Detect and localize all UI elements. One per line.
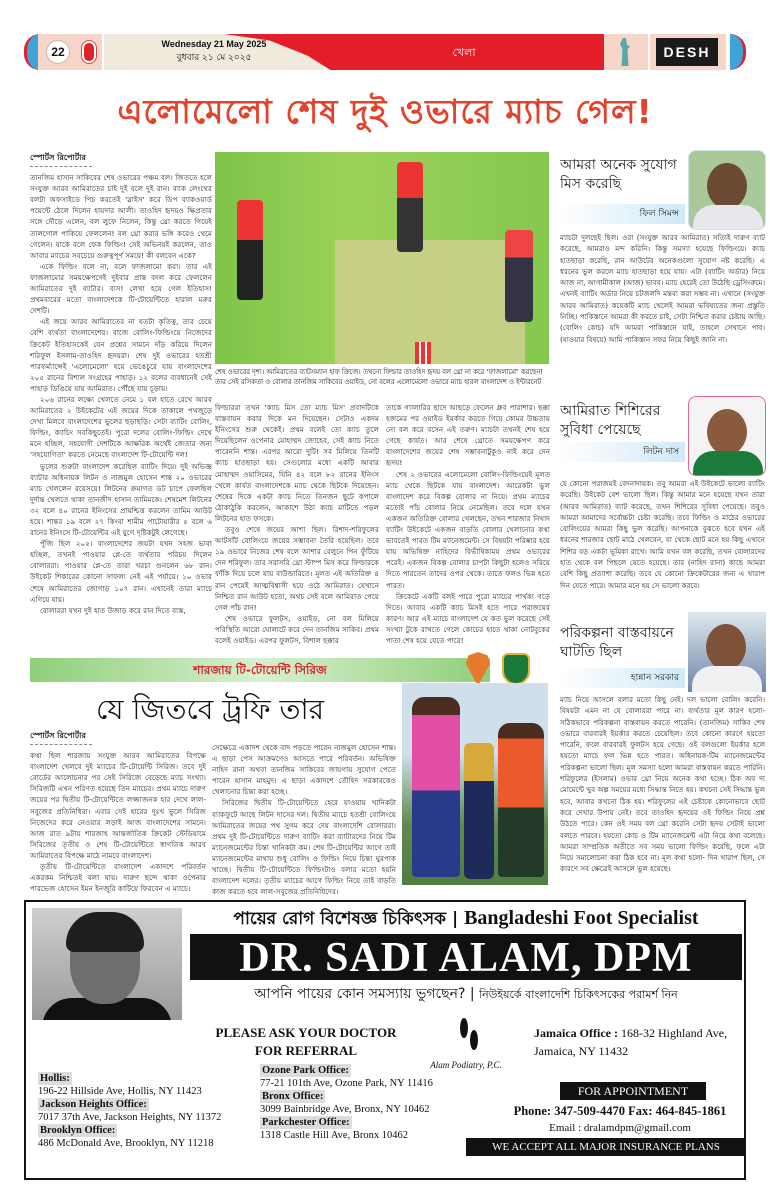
paragraph: পুঁজি ছিল ২০৫। বাংলাদেশের জয়টা যখন সহজ ভাবা হচ্ছিল, তখনই পাওয়ার প্লে-তে ব্যর্থতার পরিচয় দিলেন বোলাররা। পাওয়ার প্লে-তে তারা খরচা গুনলেন ৬৮ রান। উইকেট শিকারের কোনো সাফল্য নেই এই পর্যায়ে। ১০ ওভার শেষে আমিরাতের জোগাড় ১০৭ রান। এখানেই তারা ম্যাচে এগিয়ে যায়। xyxy=(30,539,212,604)
paragraph: সিরিজের দ্বিতীয় টি-টোয়েন্টিতে হেরে যাওয়ায় খানিকটা ব্যাকফুটে আছে লিটন দাসের দল। দ্বিতীয় ম্যাচে হতশ্রী বোলিংয়ে আমিরাতের জয়ের পথ সুগম করে দেয় বাংলাদেশি বোলাররা। প্রথম দুই টি-টোয়েন্টিতে দারুণ ব্যাটিং করা ব্যাটারদের নিয়ে টিম ম্যানেজমেন্টের চিন্তা খানিকটা কম। শেষ টি-টোয়েন্টির আগে তাই ম্যানেজমেন্টের মাথায় শুধু বোলিং ও ফিল্ডিং নিয়ে চিন্তা ঘুরপাক খাচ্ছে। দ্বিতীয় টি-টোয়েন্টিতে ফিল্ডিংটাও বলার মতো হয়নি বাংলাদেশ দলের। তৃতীয় ম্যাচের আগে ফিল্ডিং নিয়ে তাই বাড়তি কাজ করতে হবে লাল-সবুজের প্রতিনিধিদের। xyxy=(212,798,396,897)
jamaica-office: Jamaica Office : 168-32 Highland Ave, Jamaica, NY 11432 xyxy=(534,1026,728,1058)
paragraph: বোলাররা যখন দুই হাত উজাড় করে রান দিতে ব্যস্ত, xyxy=(40,605,186,615)
page-number: 22 xyxy=(46,40,70,64)
paragraph: কথা ছিল শারজায় সংযুক্ত আরব আমিরাতের বিপক্ষে বাংলাদেশ খেলবে দুই ম্যাচের টি-টোয়েন্টি সিরিজ। তবে দুই বোর্ডের আলোচনার পর সেই সিরিজে বেড়েছে ম্যাচ সংখ্যা। সিরিজটি এখন পরিণত হয়েছে তিন ম্যাচের। প্রথম ম্যাচে দারুণ জয়ের পর দ্বিতীয় টি-টোয়েন্টিতে লজ্জাজনক হার দেখে লাল-সবুজের প্রতিনিধিরা। এবার সেই হারের দুঃখ ভুলে সিরিজ নিজেদের করে নেওয়ার লড়াই আজ বাংলাদেশের সামনে। আজ রাত ৯টায় শারজাহ আন্তর্জাতিক ক্রিকেট স্টেডিয়ামে সিরিজের তৃতীয় ও শেষ টি-টোয়েন্টিতে স্বাগতিক আরব আমিরাতের বিপক্ষে মাঠে নামবে বাংলাদেশ। xyxy=(30,751,206,860)
runner-94 xyxy=(505,230,533,322)
match-photo xyxy=(215,152,549,364)
paragraph: ক্রিকেটে একটি বলই পারে পুরো ম্যাচের পার্থক্য গড়ে দিতে। আবার একটি ক্যাচ মিসই হতে পারে পরাজয়ের কারণ। আর এই ম্যাচে বাংলাদেশ যে কত ভুল করেছে সেই সংখ্যা টুকে রাখতে গেলে কোচের হাতে থাকা নোটবুকের পাতা শেষ হয়ে যেতে পারে! xyxy=(386,591,550,645)
batsman xyxy=(397,162,423,252)
quote-text: ম্যাচ নিয়ে আসলে বলার মতো কিছু নেই। দল ভালো বোলিং করেনি। বিষয়টা এমন না যে বোলাররা পারে না। ব্যর্থতার মূল কারণ হলো- সঠিকভাবে পরিকল্পনা বাস্তবায়ন করতে পারেনি। (তানজিম) সাকিব শেষ ওভারে বারবারই ইয়র্কার করতে চেয়েছিল। তবে কোনো কারণে হয়তো পারেনি, ফলে বারবারই ফুলটস হয়ে গেছে। ওই বলগুলো ইয়র্কার হলে হয়তো ম্যাচে ফল ভিন্ন হতে পারত। অধিনায়ক-টিম ম্যানেজমেন্টের পরিকল্পনা ভালো ছিল। মূল সমস্যা হলো আমরা বাস্তবায়ন করতে পারিনি। শরিফুলের (ইসলাম) ওভার থ্রো নিয়ে অনেক কথা হচ্ছে। ঠিক অব দ্য মোমেন্টে খুব অল্প সময়ের মধ্যে সিদ্ধান্ত নিতে হয়। কখনো সেই সিদ্ধান্ত ভুল হবে, আবার কখনো ঠিক হয়। শরিফুলের এই চেষ্টাকে কোনোভাবে ছোট করে দেখার উপায় নেই। তবে তাওহিদ হৃদয়ের ওই ফিল্ডিং নিয়ে প্রশ্ন উঠতে পারে। কেন ওই সময় বল থ্রো করেনি সেটা হৃদয় সেটাই ভালো বলতে পারবে। হয়তো কোচ ও টিম ম্যানেজমেন্ট এটা নিয়ে কথা বলেছে। আমরা সাম্প্রতিক অতীতে সব সময় ভালো ফিল্ডিং করেছি, ফলে এটা নিয়ে সমালোচনা করা ঠিক হবে না। মূল কথা হলো- দিন খারাপ ছিল, সে কারণে সব ক্ষেত্রেই আসলে ভুল হয়েছে। xyxy=(560,695,765,874)
quote-box-hannan-sarkar xyxy=(560,612,765,892)
paragraph: তৃতীয় টি-টোয়েন্টিতে বাংলাদেশ একাদশে পরিবর্তন একরকম নিশ্চিতই বলা যায়। দারুণ ছন্দে থাকা ওপেনার পারভেজ হোসেন ইমন ইনজুরি কাটিয়ে ফিরবেন এ ম্যাচে। xyxy=(30,862,206,894)
statue-of-liberty-icon xyxy=(604,34,648,70)
email: Email : dralamdpm@gmail.com xyxy=(549,1122,691,1134)
office-label: Parkchester Office: xyxy=(262,1117,350,1128)
bcb-logo xyxy=(502,653,530,685)
office-label: Jackson Heights Office: xyxy=(40,1099,147,1110)
main-story-column-2 xyxy=(215,402,379,646)
paragraph: তাকে গ্যালারির ছাদে আছড়ে ফেলেন ধ্রুব পারাশার। ছক্কা হজমের পর ওয়াইড ইয়র্কার করতে গিয়ে কোমর উচ্চতায় নো বল করে বসেন এই তরুণ। ম্যাচটা তখনই শেষ হয়ে গেছে কার্যত। আর শেষে থ্রোতে সময়ক্ষেপণ করে বাংলাদেশের জয়ের শেষ সম্ভাবনাটুকুও নাই করে দেন হৃদয়! xyxy=(386,403,550,468)
series-column-2 xyxy=(212,742,396,897)
main-story-column-1 xyxy=(30,152,212,616)
clinic-logo-text: Alam Podiatry, P.C. xyxy=(430,1060,502,1070)
doctor-name: DR. SADI ALAM, DPM xyxy=(190,934,742,980)
footprints-icon xyxy=(454,1016,484,1056)
quote-speaker: হান্নান সরকার xyxy=(560,668,685,688)
paragraph: তবুও শেষে জয়ের আশা ছিল। রিশাদ-শরিফুলের আটসাঁট বোলিংয়ে জয়ের সম্ভাবনা তৈরি হয়েছিল। তবে ১৯ ওভারে নিজের শেষ বলে আশার বেলুনে পিন ফুঁটিয়ে দেন শরিফুল। তার সরাসরি থ্রো স্টাম্প মিস করে ফিল্ডারকে ফাঁকি দিয়ে চলে যায় বাউন্ডারিতে। মূলত এই অতিরিক্ত ৪ রান পেয়েই আত্মবিশ্বাসী হয়ে ওঠে আমিরাত। যেখানে নিশ্চিত রান আউট হতো, অথচ সেই বলে আমিরাত পেয়ে গেল পাঁচ রান! xyxy=(215,525,379,612)
newspaper-logo: DESH xyxy=(650,34,726,70)
byline: স্পোর্টস রিপোর্টার xyxy=(30,730,92,745)
appointment-label: FOR APPOINTMENT xyxy=(560,1082,706,1100)
office-address: 7017 37th Ave, Jackson Heights, NY 11372 xyxy=(38,1112,222,1123)
ad-tagline: আপনি পায়ের কোন সমস্যায় ভুগছেন? | নিউইয়র্কে বাংলাদেশি চিকিৎসকের পরামর্শ নিন xyxy=(254,986,678,1002)
trophy-photo xyxy=(402,683,548,885)
date-bengali: বুধবার ২১ মে ২০২৫ xyxy=(176,53,252,63)
office-label: Hollis: xyxy=(40,1073,70,1084)
byline: স্পোর্টস রিপোর্টার xyxy=(30,152,92,167)
quote-title: আমিরাত শিশিরের সুবিধা পেয়েছে xyxy=(560,403,661,438)
paragraph: শেষ ২ ওভারের এলোমেলো বোলিং-ফিল্ডিংয়েই মূলত ম্যাচ থেকে ছিটকে যায় বাংলাদেশ। আরেকটা ভুল বাংলাদেশ করে বিকল্প বোলার না নিয়ে। প্রথম ম্যাচের মতোই পাঁচ বোলার নিয়ে নেমেছিল। তবে দলে যখন একজন অতিরিক্ত বোলার খেলছেন, তখন শারজার নিখাদ ব্যাটিং উইকেটে একজন বাড়তি বোলার খেলানোর কথা ভাবতেই পারত টিম ম্যানেজমেন্ট। সে বিষয়টা পরিষ্কার হয়ে যায় অভিষিক্ত নাহিদের বিভীষিকাময় প্রথম ওভারের পরেই। একজন বিকল্প বোলার চাপটা কিছুটা হলেও সরিয়ে দিতে পারতেন তাদের ওপর থেকে। তাতে ফলও ভিন্ন হতে পারত। xyxy=(386,469,550,590)
main-headline: এলোমেলো শেষ দুই ওভারে ম্যাচ গেল! xyxy=(117,92,653,131)
quote-title: পরিকল্পনা বাস্তবায়নে ঘাটতি ছিল xyxy=(560,625,674,660)
header-cap-right xyxy=(730,34,746,70)
paragraph: ভুলের শুরুটা বাংলাদেশ করেছিল ব্যাটিং দিয়ে। দুই অভিজ্ঞ ব্যাটার অধিনায়ক লিটন ও নাজমুল হোসেন শান্ত ২০ ওভারের ম্যাচ খেললেন রয়েসয়ে! লিটনের ক্রমাগত ডট চাপে ফেলছিল দুর্দান্ত খেলতে থাকা তানজীদ হাসান তামিমকে। শেষমেশ লিটনের ৩২ বলে ৪০ রানের ইনিংসের প্রায়শ্চিত্ত করলেন তামিম আউট হয়ে। শান্তর ১৯ বলে ২৭ কিংবা শামীম পাটোয়ারীর ৫ বলে ৬ রানের ইনিংসে টি-টোয়েন্টির এই যুগে দৃষ্টিকটুই লেগেছে। xyxy=(30,461,212,538)
page-header xyxy=(24,34,746,70)
quote-text: যে কোনো পরাজয়ই বেদনাদায়ক। তবু আমরা এই উইকেটে ভালো ব্যাটিং করেছি। উইকেট বেশ ভালো ছিল। কিন্তু আমার মনে হয়েছে যখন তারা (আরব আমিরাত) ব্যাট করেছে, তখন শিশিরের সুবিধা পেয়েছে। তবুও আমরা আমাদের সর্বোচ্চটা চেষ্টা করেছি। তবে ফিল্ডিং ও মাঠের ওভারের বোলিংয়ের আমরা কিছু ভুল করেছি। আপনাকে বুঝতে হবে যখন এই ধরনের শারজার ছোট মাঠে খেলবেন, যা থেকে ছোট মনে হয় কিছু এখানে শিশির বড় একটা ভূমিকা রাখে। আমি যখন বল করেছি, তখন বোলারদের হাত থেকে বল পিছলে যেতে হয়েছে। তার (নাহিদ রানা) কাছে আমরা বেশি কিছু প্রত্যাশা করেছি। তবে যে কোনো ক্রিকেটারের জন্য এ খারাপ দিন যেতে পারে। আমার মনে হয় সে ভালো করবে। xyxy=(560,479,765,590)
series-headline: যে জিতবে ট্রফি তার xyxy=(96,693,324,726)
section-title: খেলা xyxy=(452,46,476,59)
photo-caption: শেষ ওভারের দৃশ্য। আমিরাতের ব্যাটসম্যান হাফ ক্রিজে। তখনো ফিল্ডার তাওহিদ হৃদয় বল থ্রো না করে 'ফাজলামো' করছেন! তার সেই রসিকতা ও বোলার তানজিম সাকিবের ওয়াইড, নো বলের এলোমেলো ওভারে ম্যাচ হারল বাংলাদেশ ও ইন্টারনেট xyxy=(215,368,544,386)
paragraph: একে ফিল্ডিং বলে না, বলে ফাজলামো করা। তার এই ফাজলামোর সময়ক্ষেপণেই দুইবার প্রান্ত বদল করে ফেললেন আমিরাতের দুই ব্যাটার। ব্যস! লেখা হয়ে গেল ইতিহাস! প্রথমবারের মতো বাংলাদেশকে টি-টোয়েন্টিতে হারাল মরুর দেশটি। xyxy=(30,261,212,316)
phone-fax: Phone: 347-509-4470 Fax: 464-845-1861 xyxy=(513,1104,727,1118)
speaker-photo xyxy=(688,612,766,692)
quote-box-liton-das xyxy=(560,400,765,610)
office-label: Brooklyn Office: xyxy=(40,1125,116,1136)
doctor-photo xyxy=(32,908,182,1020)
speaker-photo xyxy=(688,396,766,476)
bangladesh-captain xyxy=(498,723,544,877)
stumps xyxy=(415,342,431,364)
insurance-banner: WE ACCEPT ALL MAJOR INSURANCE PLANS xyxy=(466,1138,746,1156)
series-column-1 xyxy=(30,730,206,894)
paragraph: তানজিম হাসান সাকিবের শেষ ওভারের পঞ্চম বল। জিততে হলে সংযুক্ত আরব আমিরাতের চাই দুই বলে দুই রান। ব্যাক লেংথের বলটা অফসাইডে পিচ করতেই 'স্লাইস' করে ডিপ ব্যাকওয়ার্ড পয়েন্টে ঠেলে দিলেন হায়দার আলী। তাওহিদ হৃদয়ও ক্ষিপ্রতার সঙ্গে দৌড়ে এলেন, বল লুফে নিলেন, কিন্তু থ্রো করতে গিয়েই তালগোল পাকিয়ে ফেললেন! বল থ্রো করার ভঙ্গি করেও থেমে গেলেন। যাকে বলে ফেক ফিল্ডিং! সেই অভিনয়ই করলেন, তাও আবার ম্যাচের সবচেয়ে গুরুত্বপূর্ণ সময়ে! কী বলবেন একে? xyxy=(30,173,212,260)
quote-text: ম্যাচটা দুলছেই ছিল। ওরা (সংযুক্ত আরব আমিরাত) সত্যিই দারুণ ব্যাট করেছে, আমরাও মন্দ করিনি। কিন্তু সমস্যা হয়েছে ফিল্ডিংয়ে। ক্যাচ হাতছাড়া করেছি, রান আউটের অনেকগুলো সুযোগ নষ্ট করেছি। এ ধরনের ভুল করলে ম্যাচ হাতছাড়া হয়ে যায়। এটা (ব্যাটিং অর্ডার) নিয়ে আজ না, আগামীকাল (আজ) ভাবব। ম্যাচ হেরেই তো উঠেছি ড্রেসিংরুমে। এখনই ব্যাটিং অর্ডার নিয়ে চটজলদি মন্তব্য করা সম্ভব না। এখানে (সংযুক্ত আরব আমিরাত) কয়েকটি ম্যাচ খেলেই আমরা ভবিষ্যতের জন্য প্রস্তুতি নিচ্ছি। পাকিস্তানে আমরা কী করতে চাই, সেটা নিশ্চিত করার চেষ্টায় আছি। (বোলিং কোচ) যদি আমরা পাকিস্তানে যাই, তাহলে সেখানে পাব। (যাওয়ার বিষয়ে) আমি পাকিস্তান সফর নিয়ে কিছুই জানি না। xyxy=(560,233,765,344)
office-address: 486 McDonald Ave, Brooklyn, NY 11218 xyxy=(38,1138,214,1149)
cricket-ball-icon xyxy=(82,41,96,63)
paragraph: সেক্ষেত্রে একাদশ থেকে বাদ পড়তে পারেন নাজমুল হোসেন শান্ত। এ ছাড়া পেস আক্রমণেও আসতে পারে পরিবর্তন। অভিষিক্ত নাহিদ রানা অথবা তানজিম সাকিবের জায়গায় সুযোগ পেতে পারেন হাসান মাহমুদ। এ ছাড়া একাদশে তৌহিদ সরকারকেও খেলানোর চিন্তা করা হচ্ছে। xyxy=(212,743,396,797)
office-address: 3099 Bainbridge Ave, Bronx, NY 10462 xyxy=(260,1104,430,1115)
page-number-block xyxy=(38,34,102,70)
quote-speaker: লিটন দাস xyxy=(560,442,685,462)
office-address: 77-21 101th Ave, Ozone Park, NY 11416 xyxy=(260,1078,433,1089)
referral-note: PLEASE ASK YOUR DOCTOR FOR REFERRAL xyxy=(215,1025,397,1058)
uae-captain xyxy=(412,697,460,877)
series-band: শারজায় টি-টোয়েন্টি সিরিজ xyxy=(30,658,490,682)
quote-box-phil-simmons xyxy=(560,150,765,390)
trophy xyxy=(464,743,494,879)
office-address: 1318 Castle Hill Ave, Bronx 10462 xyxy=(260,1130,408,1141)
quote-title: আমরা অনেক সুযোগ মিস করেছি xyxy=(560,157,677,192)
office-label: Bronx Office: xyxy=(262,1091,324,1102)
doctor-advertisement xyxy=(24,900,746,1180)
office-label: Ozone Park Office: xyxy=(262,1065,349,1076)
main-story-column-3 xyxy=(386,402,550,646)
date-english: Wednesday 21 May 2025 xyxy=(161,39,267,49)
paragraph: শেষ ওভারে ফুলটস, ওয়াইড, নো বল মিলিয়ে পরিস্থিতি আরো ঘোলাটে করে দেন তানজিম সাকিব। প্রথম বলেই ওয়াইড। এরপর ফুলটস, বিশাল ছক্কার xyxy=(215,613,379,645)
quote-speaker: ফিল সিমন্স xyxy=(560,204,685,224)
fielder-41 xyxy=(237,200,263,300)
paragraph: ফিল্ডাররা তখন 'ক্যাচ মিস তো ম্যাচ মিস' প্রবাদটিকে বাস্তবায়ন করার দিকে মন দিয়েছেন। সেটাও একদম ইনিংসের শুরু থেকেই। প্রথম বলেই তো ক্যাচ তুলে দিয়েছিলেন ওপেনার মোহাম্মদ জোহেব, সেই ক্যাচ নিতে পারেননি শান্ত। এরপর আরো দুটি! সব মিলিয়ে তিনটি ক্যাচ হাতছাড়া হয়। সেগুলোর মধ্যে একটি আবার মোহাম্মদ ওয়াসিমের, যিনি ৪২ বলে ৮২ রানের ইনিংস খেলে কার্যত বাংলাদেশকে ম্যাচ থেকে ছিটকে দিয়েছেন। শেষের দিকে একটা ক্যাচ নিতে তিনজন ছুটে কপালে ঠোকাঠুকি করলেন, আকাশে উঠা ক্যাচ মাটিতে পড়ল লিটনের হাত ফসকে। xyxy=(215,403,379,523)
paragraph: ২০৬ রানের লক্ষ্যে খেলতে নেমে ১ বল হাতে রেখে আরব আমিরাতের ২ উইকেটের এই জয়ের দিকে তাকালে পথজুড়ে দেখা মিলবে বাংলাদেশের ভুলের ছড়াছড়ি। সেটা ব্যাটিং বোলিং, ফিল্ডিং, ক্যাচিং সবকিছুতেই। পুরো দলের বোলিং-ফিল্ডিং দেখে মনে হচ্ছিল, সহযোগী দেশটিকে আক্ষরিক অর্থেই জেতার জন্য 'সহযোগিতা' করতে নেমেছে বাংলাদেশ টি-টোয়েন্টি দল! xyxy=(30,394,212,460)
speaker-photo xyxy=(688,150,766,230)
paragraph: এই জয়ে আরব আমিরাতের না যতটা কৃতিত্ব, তার চেয়ে বেশি ব্যর্থতা বাংলাদেশের। বাজে বোলিং-ফিল্ডিংয়ে নিজেদের ক্রিকেট ইতিহাসকেই যেন প্রশ্নের সামনে দাঁড় করিয়ে দিলেন শরিফুল ইসলাম-তাওহিদ হৃদয়রা। শেষ দুই ওভারের হতশ্রী পারফর্ম্যান্সেই 'এলোমেলো' হয়ে ভেঙেচুরে যায় বাংলাদেশের ২০৫ রানের বিশাল সংগ্রহের পাহাড়। ১২ বলের ব্যবধানেই সেই পাহাড় ডিঙিয়ে যায় আমিরাত। পৌঁছে যায় চূড়ায়। xyxy=(30,317,212,393)
office-address: 196-22 Hillside Ave, Hollis, NY 11423 xyxy=(38,1086,202,1097)
ad-specialty-line: পায়ের রোগ বিশেষজ্ঞ চিকিৎসক | Bangladeshi Foot Specialist xyxy=(233,907,699,929)
